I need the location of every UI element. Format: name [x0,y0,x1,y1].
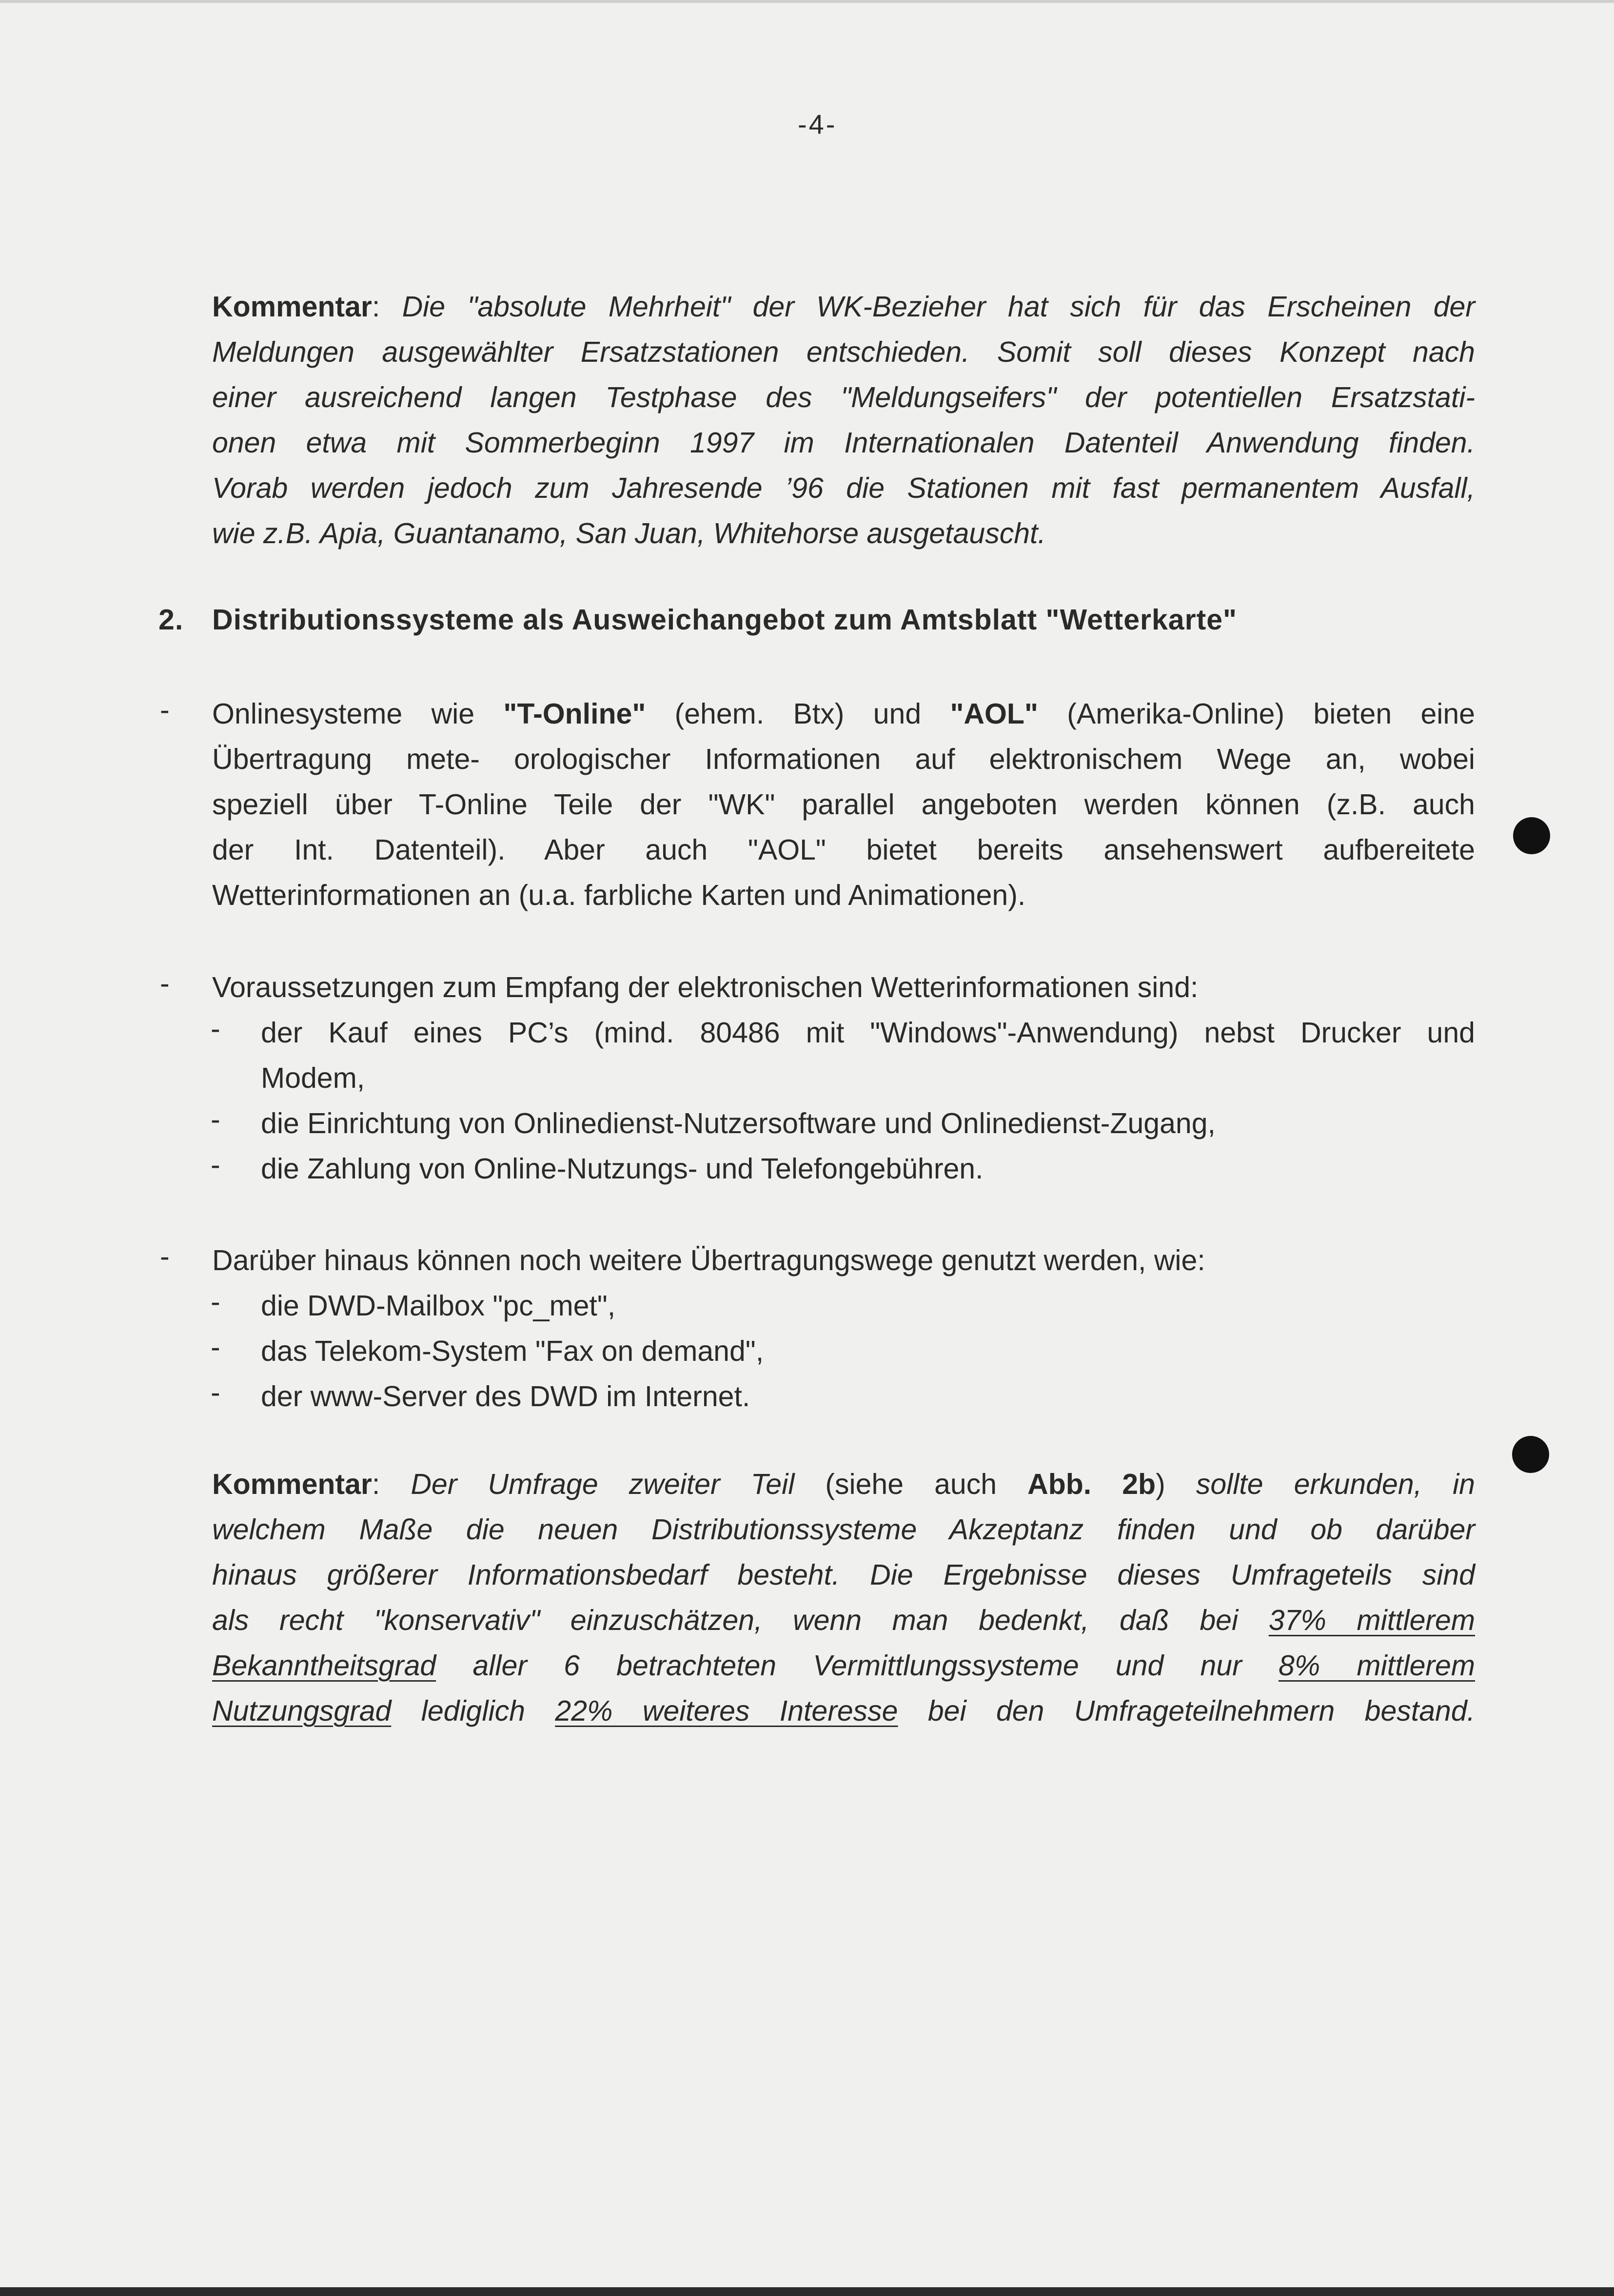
further-item [261,1329,1475,1374]
comment-2-line-5 [212,1643,1475,1688]
comment-2-text-b: (siehe auch [794,1468,1028,1500]
comment-1-line-5: Vorab werden jedoch zum Jahresende ’96 die Stationen mit fast permanentem Ausfall, [212,472,1475,504]
comment-2-text-d: ) [1156,1468,1196,1500]
usage-label: Nutzungsgrad [212,1695,392,1727]
usage-value: 8% mittlerem [1278,1649,1476,1682]
requirement-item-3: die Zahlung von Online-Nutzungs- und Telefongebühren. [261,1153,984,1185]
requirement-item [261,1146,1475,1192]
requirement-item [261,1101,1475,1146]
sub-bullet-dash: - [211,1286,220,1318]
sub-bullet-dash: - [211,1013,220,1045]
section-2-number: 2. [158,604,184,636]
comment-2-line-3: hinaus größerer Informationsbedarf besteht. Die Ergebnisse dieses Umfrageteils sind [212,1559,1475,1591]
comment-1-label: Kommentar [212,291,372,323]
figure-reference: Abb. 2b [1027,1468,1156,1500]
online-text-e: (Amerika-Online) bieten eine [1038,698,1475,730]
further-item-3: der www-Server des DWD im Internet. [261,1380,750,1413]
scan-edge-bottom [0,2287,1614,2296]
further-item [261,1283,1475,1329]
comment-2-line-6-text-b: lediglich [391,1695,555,1727]
section-2-title: Distributionssysteme als Ausweichangebot zum Amtsblatt "Wetterkarte" [212,604,1238,636]
bullet-dash: - [160,694,170,726]
comment-1-line-4: onen etwa mit Sommerbeginn 1997 im Internationalen Datenteil Anwendung finden. [212,427,1475,459]
aol-name: "AOL" [950,698,1038,730]
bullet-dash: - [160,967,170,1000]
comment-2-label: Kommentar [212,1468,372,1500]
comment-2-sep: : [372,1468,380,1500]
comment-2-line-6 [212,1688,1475,1734]
comment-2-line-6-text-d: bei den Umfrageteilnehmern bestand. [898,1695,1476,1727]
online-systems-paragraph [212,691,1475,918]
comment-2-text-a: Der Umfrage zweiter Teil [411,1468,795,1500]
comment-2-line-4 [212,1598,1475,1643]
further-item-1: die DWD-Mailbox "pc_met", [261,1290,616,1322]
sub-bullet-dash: - [211,1149,220,1181]
t-online-name: "T-Online" [503,698,646,730]
comment-2-line-4-text: als recht "konservativ" einzuschätzen, wenn man bedenkt, daß bei [212,1604,1269,1636]
online-line-2: Übertragung mete- orologischer Informationen auf elektronischem Wege an, wobei [212,743,1475,775]
page-number: -4- [798,109,837,139]
requirement-item-1-line-1: der Kauf eines PC’s (mind. 80486 mit "Windows"-Anwendung) nebst Drucker und [261,1017,1475,1049]
comment-1-sep: : [372,291,380,323]
further-item [261,1374,1475,1419]
punch-hole-upper [1513,817,1550,854]
comment-1-line-3: einer ausreichend langen Testphase des "Meldungseifers" der potentiellen Ersatzstati- [212,381,1475,413]
requirement-item [261,1010,1475,1101]
requirements-intro [212,965,1475,1010]
interest-value: 22% weiteres Interesse [555,1695,898,1727]
sub-bullet-dash: - [211,1376,220,1409]
bullet-dash: - [160,1240,170,1273]
comment-2-text-e: sollte erkunden, in [1196,1468,1475,1500]
online-line-3: speziell über T-Online Teile der "WK" parallel angeboten werden können (z.B. auch [212,788,1475,821]
comment-2-line-2: welchem Maße die neuen Distributionssysteme Akzeptanz finden und ob darüber [212,1513,1475,1546]
requirement-item-2: die Einrichtung von Onlinedienst-Nutzersoftware und Onlinedienst-Zugang, [261,1107,1216,1139]
comment-1 [212,284,1475,556]
comment-1-line-6: wie z.B. Apia, Guantanamo, San Juan, Whitehorse ausgetauscht. [212,517,1046,549]
further-intro-text: Darüber hinaus können noch weitere Übertragungswege genutzt werden, wie: [212,1244,1205,1276]
comment-2-line-1 [212,1462,1475,1507]
further-item-2: das Telekom-System "Fax on demand", [261,1335,764,1367]
online-line-4: der Int. Datenteil). Aber auch "AOL" bietet bereits ansehenswert aufbereitete [212,834,1475,866]
online-line-1 [212,691,1475,737]
punch-hole-lower [1512,1436,1549,1473]
further-intro [212,1238,1475,1283]
sub-bullet-dash: - [211,1103,220,1136]
comment-1-line-2: Meldungen ausgewählter Ersatzstationen entschieden. Somit soll dieses Konzept nach [212,336,1475,368]
requirement-item-1-line-2: Modem, [261,1062,365,1094]
awareness-value: 37% mittlerem [1268,1604,1476,1636]
online-text-c: (ehem. Btx) und [646,698,950,730]
awareness-label: Bekanntheitsgrad [212,1649,436,1682]
online-text-a: Onlinesysteme wie [212,698,504,730]
online-line-5: Wetterinformationen an (u.a. farbliche Karten und Animationen). [212,879,1026,911]
sub-bullet-dash: - [211,1331,220,1363]
comment-1-line-1 [212,284,1475,330]
comment-1-text: Die "absolute Mehrheit" der WK-Bezieher hat sich für das Erscheinen der [402,291,1475,323]
comment-2 [212,1462,1475,1734]
scan-edge-top [0,0,1614,3]
requirements-intro-text: Voraussetzungen zum Empfang der elektronischen Wetterinformationen sind: [212,971,1199,1003]
comment-2-line-5-text: aller 6 betrachteten Vermittlungssysteme und nur [436,1649,1279,1682]
section-2-heading [158,603,1237,636]
